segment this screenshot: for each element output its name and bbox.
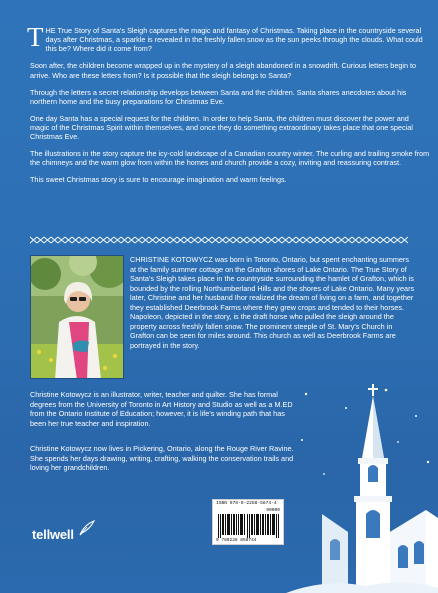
author-bio-intro: CHRISTINE KOTOWYCZ was born in Toronto, Ontario, but spent enchanting summers at the family summer cottage on the Grafton shores of Lake Ontario. The True Story of Santa's Sleigh takes place in the countryside surrounding the hamlet of Grafton, which is bounded by the rolling Northumberland Hills and the shores of Lake Ontario. Many years later, Christine and her husband Ihor realized the dream of living on a farm, and together they established Deerbrook Farms where they grew crops and tended to their horses. Napoleon, depicted in the story, is the draft horse who pulled the sleigh around the property across freshly fallen snow. The prominent steeple of St. Mary's Church in Grafton can be seen for miles around. This church as well as Deerbrook Farms are portrayed in the story. xyxy=(130,255,415,350)
church-illustration xyxy=(286,382,438,593)
blurb-paragraph-5: The illustrations in the story capture the icy-cold landscape of a Canadian country winter. The curling and trailing smoke from the chimneys and the warm glow from within the homes and church provide a cozy, inviting and reassuring contrast. xyxy=(30,149,430,168)
price-code: 90000 xyxy=(266,508,280,513)
isbn-barcode xyxy=(212,499,284,545)
barcode-number: 9 780228 858744 xyxy=(216,538,257,543)
blurb-paragraph-4: One day Santa has a special request for the children. In order to help Santa, the children must discover the power and magic of the Christmas Spirit within themselves, and once they do something extraordinary takes place that one special Christmas Eve. xyxy=(30,113,413,142)
blurb-paragraph-6: This sweet Christmas story is sure to encourage imagination and warm feelings. xyxy=(30,175,287,185)
blurb-paragraph-2: Soon after, the children become wrapped up in the mystery of a sleigh abandoned in a snowdrift. Curious letters begin to arrive. Who are these letters from? Is it possible that the sleigh belongs to Santa? xyxy=(30,61,417,80)
barcode-bars xyxy=(218,514,280,538)
isbn-label: ISBN 978-0-2288-5874-4 xyxy=(216,501,277,506)
ornament-divider xyxy=(30,235,408,245)
blurb-paragraph-1: THE True Story of Santa's Sleigh captures the magic and fantasy of Christmas. Taking place in the countryside several days after Christmas, a sparkle is revealed in the freshly fallen snow as the sun peeks through the clouds. What could this be? Where did it come from? xyxy=(27,22,423,54)
quill-icon xyxy=(78,519,96,537)
blurb-paragraph-3: Through the letters a secret relationship develops between Santa and the children. Santa shares anecdotes about his northern home and the busy preparations for Christmas Eve. xyxy=(30,87,407,106)
drop-cap: T xyxy=(27,22,44,52)
back-cover-blurb xyxy=(27,22,430,192)
author-photo xyxy=(30,255,124,379)
author-bio-residence: Christine Kotowycz now lives in Pickering, Ontario, along the Rouge River Ravine. She spends her days drawing, writing, crafting, walking the conservation trails and loving her grandchildren. xyxy=(30,444,294,472)
publisher-logo-text: tellwell xyxy=(32,527,74,542)
author-bio-credentials: Christine Kotowycz is an illustrator, writer, teacher and quilter. She has formal degrees from the University of Toronto in Art History and Studio as well as a M.ED from the Ontario Institute of Education; however, it is life's winding path that has been her true teacher and inspiration. xyxy=(30,390,293,428)
